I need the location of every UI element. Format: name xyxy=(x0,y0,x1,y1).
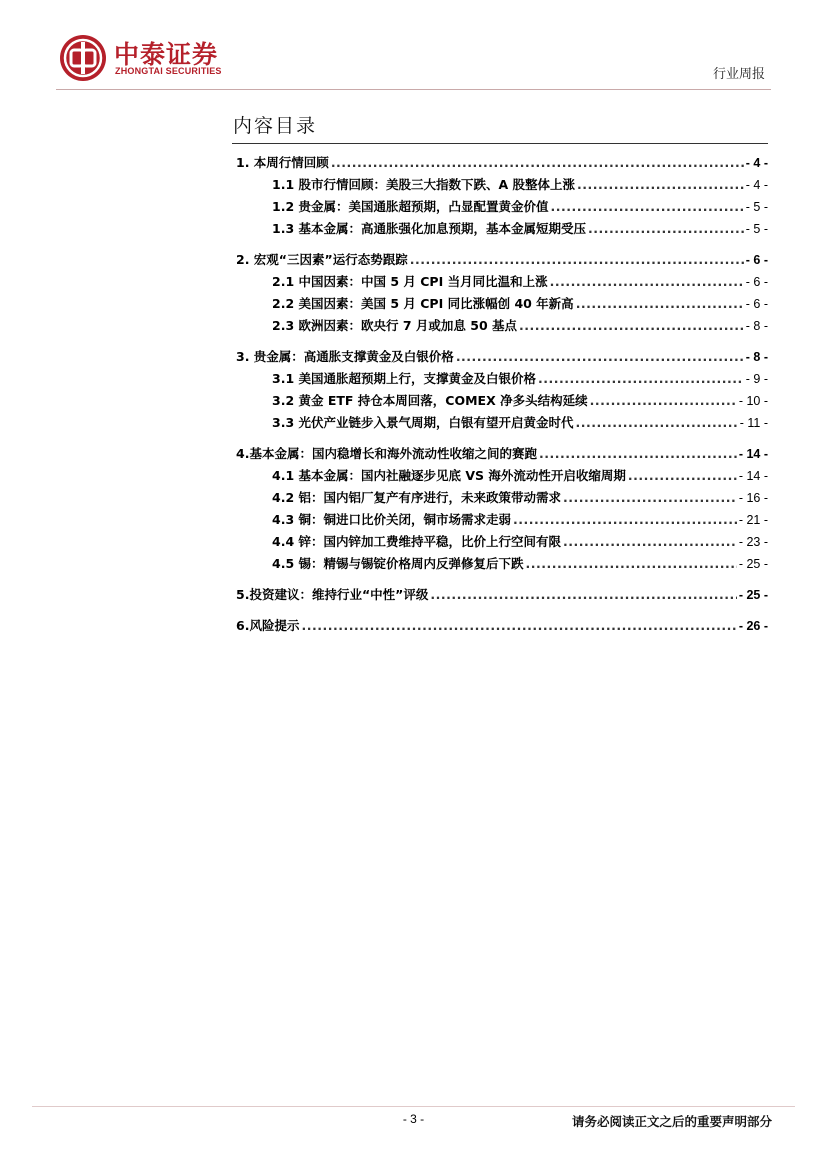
toc-subsection-entry[interactable] xyxy=(236,218,768,240)
toc-entry-page: - 8 - xyxy=(745,319,768,333)
page-number: - 3 - xyxy=(402,1112,425,1126)
toc-entry-page: - 11 - xyxy=(739,416,768,430)
toc-dot-leader xyxy=(550,271,744,293)
disclaimer-note: 请务必阅读正文之后的重要声明部分 xyxy=(571,1114,772,1129)
toc-subsection-entry[interactable] xyxy=(236,174,768,196)
company-logo xyxy=(58,33,268,83)
toc-subsection-entry[interactable] xyxy=(236,465,768,487)
toc-title: 内容目录 xyxy=(233,115,318,137)
toc-dot-leader xyxy=(519,315,744,337)
toc-subsection-entry[interactable] xyxy=(236,553,768,575)
toc-entry-label: 3.1 美国通胀超预期上行，支撑黄金及白银价格 xyxy=(272,371,536,386)
toc-entry-page: - 23 - xyxy=(738,535,768,549)
toc-entry-page: - 25 - xyxy=(738,588,768,602)
toc-dot-leader xyxy=(590,390,737,412)
toc-subsection-entry[interactable] xyxy=(236,315,768,337)
toc-section-entry[interactable] xyxy=(236,443,768,465)
toc-subsection-entry[interactable] xyxy=(236,293,768,315)
toc-entry-page: - 14 - xyxy=(738,469,768,483)
toc-section-entry[interactable] xyxy=(236,152,768,174)
toc-entry-label: 4.3 铜：铜进口比价关闭，铜市场需求走弱 xyxy=(272,512,511,527)
toc-entry-label: 1. 本周行情回顾 xyxy=(236,155,329,170)
logo-english-name: ZHONGTAI SECURITIES xyxy=(115,66,222,76)
toc-entry-label: 6.风险提示 xyxy=(236,618,300,633)
toc-section-entry[interactable] xyxy=(236,584,768,606)
toc-entry-page: - 6 - xyxy=(745,297,768,311)
toc-entry-label: 4.2 铝：国内铝厂复产有序进行，未来政策带动需求 xyxy=(272,490,561,505)
toc-subsection-entry[interactable] xyxy=(236,509,768,531)
toc-subsection-entry[interactable] xyxy=(236,487,768,509)
toc-entry-page: - 16 - xyxy=(738,491,768,505)
toc-entry-label: 2.3 欧洲因素：欧央行 7 月或加息 50 基点 xyxy=(272,318,517,333)
toc-entry-page: - 8 - xyxy=(745,350,768,364)
toc-entry-page: - 10 - xyxy=(738,394,768,408)
toc-entry-page: - 9 - xyxy=(745,372,768,386)
toc-section-entry[interactable] xyxy=(236,615,768,637)
header-divider xyxy=(56,89,771,90)
toc-entry-label: 4.1 基本金属：国内社融逐步见底 VS 海外流动性开启收缩周期 xyxy=(272,468,626,483)
toc-entry-label: 1.1 股市行情回顾：美股三大指数下跌、A 股整体上涨 xyxy=(272,177,576,192)
toc-dot-leader xyxy=(301,615,736,637)
toc-dot-leader xyxy=(563,531,737,553)
toc-entry-page: - 6 - xyxy=(745,275,768,289)
zhongtai-emblem-icon xyxy=(58,33,108,83)
toc-entry-page: - 26 - xyxy=(738,619,768,633)
table-of-contents xyxy=(236,149,768,637)
toc-dot-leader xyxy=(410,249,744,271)
toc-dot-leader xyxy=(456,346,744,368)
footer-divider xyxy=(32,1106,795,1107)
toc-entry-page: - 14 - xyxy=(738,447,768,461)
toc-entry-label: 2.2 美国因素：美国 5 月 CPI 同比涨幅创 40 年新高 xyxy=(272,296,574,311)
toc-entry-label: 2.1 中国因素：中国 5 月 CPI 当月同比温和上涨 xyxy=(272,274,548,289)
toc-dot-leader xyxy=(563,487,737,509)
toc-entry-page: - 4 - xyxy=(745,156,768,170)
toc-dot-leader xyxy=(430,584,736,606)
toc-dot-leader xyxy=(628,465,737,487)
toc-section-entry[interactable] xyxy=(236,346,768,368)
toc-entry-label: 4.基本金属：国内稳增长和海外流动性收缩之间的赛跑 xyxy=(236,446,537,461)
toc-entry-label: 4.5 锡：精锡与锡锭价格周内反弹修复后下跌 xyxy=(272,556,524,571)
toc-title-divider xyxy=(232,143,768,144)
toc-dot-leader xyxy=(331,152,744,174)
toc-entry-label: 2. 宏观“三因素”运行态势跟踪 xyxy=(236,252,408,267)
toc-entry-label: 3. 贵金属：高通胀支撑黄金及白银价格 xyxy=(236,349,454,364)
toc-dot-leader xyxy=(576,293,744,315)
toc-dot-leader xyxy=(551,196,744,218)
toc-entry-page: - 5 - xyxy=(745,222,768,236)
toc-entry-page: - 21 - xyxy=(738,513,768,527)
toc-dot-leader xyxy=(538,368,744,390)
toc-subsection-entry[interactable] xyxy=(236,271,768,293)
toc-subsection-entry[interactable] xyxy=(236,412,768,434)
toc-subsection-entry[interactable] xyxy=(236,390,768,412)
toc-section-entry[interactable] xyxy=(236,249,768,271)
toc-dot-leader xyxy=(576,412,738,434)
toc-entry-label: 1.3 基本金属：高通胀强化加息预期，基本金属短期受压 xyxy=(272,221,586,236)
toc-entry-page: - 25 - xyxy=(738,557,768,571)
toc-entry-label: 3.3 光伏产业链步入景气周期，白银有望开启黄金时代 xyxy=(272,415,574,430)
toc-entry-label: 1.2 贵金属：美国通胀超预期，凸显配置黄金价值 xyxy=(272,199,549,214)
toc-dot-leader xyxy=(577,174,744,196)
toc-dot-leader xyxy=(539,443,737,465)
report-type-label: 行业周报 xyxy=(712,67,765,82)
toc-dot-leader xyxy=(526,553,737,575)
toc-dot-leader xyxy=(588,218,744,240)
toc-subsection-entry[interactable] xyxy=(236,196,768,218)
toc-entry-label: 5.投资建议：维持行业“中性”评级 xyxy=(236,587,429,602)
logo-chinese-name: 中泰证券 xyxy=(114,40,219,69)
toc-entry-page: - 5 - xyxy=(745,200,768,214)
toc-entry-label: 3.2 黄金 ETF 持仓本周回落，COMEX 净多头结构延续 xyxy=(272,393,588,408)
toc-subsection-entry[interactable] xyxy=(236,531,768,553)
toc-entry-label: 4.4 锌：国内锌加工费维持平稳，比价上行空间有限 xyxy=(272,534,561,549)
toc-entry-page: - 4 - xyxy=(745,178,768,192)
toc-dot-leader xyxy=(513,509,737,531)
toc-entry-page: - 6 - xyxy=(745,253,768,267)
toc-subsection-entry[interactable] xyxy=(236,368,768,390)
